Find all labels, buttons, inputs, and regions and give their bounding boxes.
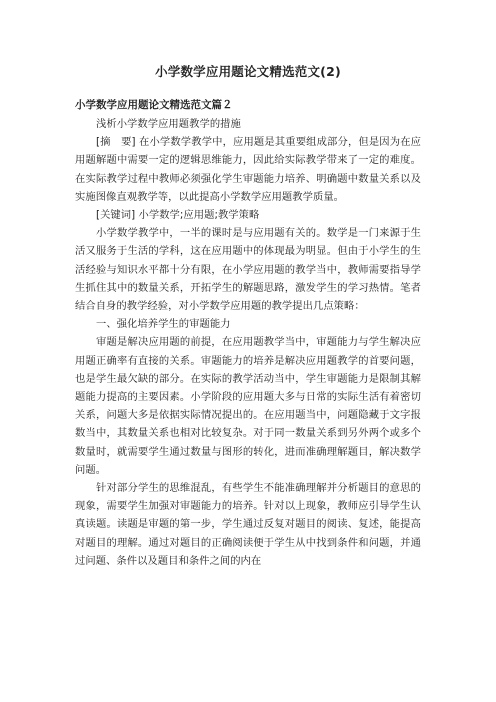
document-title: 小学数学应用题论文精选范文(2) [155, 64, 341, 79]
paragraph-keywords: [关键词] 小学数学;应用题;教学策略 [96, 209, 260, 222]
paragraph-article-title: 浅析小学数学应用题教学的措施 [96, 118, 241, 130]
paragraph-body-2: 针对部分学生的思维混乱，有些学生不能准确理解并分析题目的意思的现象，需要学生加强对审题能力的培养。针对以上现象，教师应引导学生认真读题。读题是审题的第一步，学生通过反复对题目的阅读、复述，能提高对题目的理解。通过对题目的正确阅读便于学生从中找到条件和问题，并通过问题、条件以及题目和条件之间的内在 [75, 482, 421, 567]
paragraph-introduction: 小学数学教学中，一半的课时是与应用题有关的。数学是一门来源于生活又服务于生活的学科，这在应用题中的体现最为明显。但由于小学生的生活经验与知识水平都十分有限，在小学应用题的教学当中，教师需要指导学生抓住其中的数量关系，开拓学生的解题思路，激发学生的学习热情。笔者结合自身的教学经验，对小学数学应用题的教学提出几点策略： [75, 227, 421, 313]
paragraph-abstract: [摘 要] 在小学数学教学中，应用题是其重要组成部分，但是因为在应用题解题中需要一定的逻辑思维能力，因此给实际教学带来了一定的难度。在实际教学过程中教师必须强化学生审题能力培养、明确题中数量关系以及实施图像直观教学等，以此提高小学数学应用题教学质量。 [75, 136, 421, 203]
section-heading: 一、强化培养学生的审题能力 [96, 318, 231, 331]
article-heading: 小学数学应用题论文精选范文篇２ [75, 99, 233, 111]
paragraph-body-1: 审题是解决应用题的前提，在应用题教学当中，审题能力与学生解决应用题正确率有直接的关系。审题能力的培养是解决应用题教学的首要问题，也是学生最欠缺的部分。在实际的教学活动当中，学生审题能力是限制其解题能力提高的主要因素。小学阶段的应用题大多与日常的实际生活有着密切关系，问题大多是依据实际情况提出的。在应用题当中，问题隐藏于文字报数当中，其数量关系也相对比较复杂。对于同一数量关系到另外两个或多个数量时，就需要学生通过数量与图形的转化，进而准确理解题目，解决数学问题。 [75, 336, 421, 476]
